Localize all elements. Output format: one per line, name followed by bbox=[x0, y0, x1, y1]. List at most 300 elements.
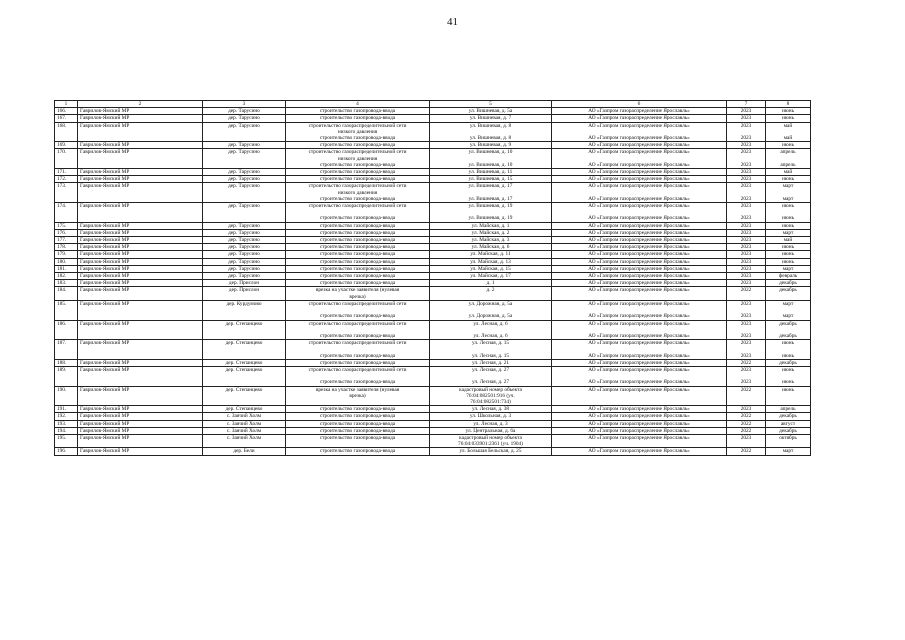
address-cell-line: ул. Вишневая, д. 15 bbox=[468, 176, 513, 183]
address-cell-line: кадастровый номер объекта bbox=[459, 434, 522, 441]
organization-cell bbox=[552, 115, 727, 122]
year-cell-line: 2023 bbox=[740, 169, 752, 176]
year-cell bbox=[727, 265, 766, 272]
work-type-cell-line: строительство газопровода-ввода bbox=[319, 265, 396, 272]
district-cell: Гаврилов-Ямский МР bbox=[78, 169, 203, 176]
work-type-cell-line: низкого давления bbox=[337, 155, 378, 162]
month-cell bbox=[766, 406, 811, 413]
district-cell: Гаврилов-Ямский МР bbox=[78, 108, 203, 115]
year-cell-line: 2023 bbox=[740, 176, 752, 183]
work-type-cell-line: строительство газопровода-ввода bbox=[319, 115, 396, 122]
organization-cell-line: АО «Газпром газораспределение Ярославль» bbox=[588, 244, 690, 251]
work-type-cell-line: строительство газопровода-ввода bbox=[319, 273, 396, 280]
organization-cell-line: АО «Газпром газораспределение Ярославль» bbox=[588, 183, 690, 190]
month-cell bbox=[766, 427, 811, 434]
address-cell-line: ул. Школьная, д. 3 bbox=[469, 413, 512, 420]
row-number: 166. bbox=[55, 108, 78, 115]
month-cell bbox=[766, 265, 811, 272]
organization-cell bbox=[552, 420, 727, 427]
table-row bbox=[55, 115, 811, 122]
month-cell bbox=[766, 386, 811, 406]
table-row bbox=[55, 149, 811, 169]
work-type-cell bbox=[286, 273, 430, 280]
year-cell bbox=[727, 273, 766, 280]
year-cell-line: 2023 bbox=[740, 258, 752, 265]
year-cell-line: 2022 bbox=[740, 359, 752, 366]
organization-cell-line: АО «Газпром газораспределение Ярославль» bbox=[588, 352, 690, 359]
month-cell-line: август bbox=[780, 420, 796, 427]
month-cell bbox=[766, 142, 811, 149]
organization-cell-line: АО «Газпром газораспределение Ярославль» bbox=[588, 379, 690, 386]
work-type-cell bbox=[286, 258, 430, 265]
organization-cell-line: АО «Газпром газораспределение Ярославль» bbox=[588, 448, 690, 455]
year-cell bbox=[727, 386, 766, 406]
gas-works-table bbox=[54, 100, 811, 456]
row-number: 184. bbox=[55, 287, 78, 300]
year-cell bbox=[727, 258, 766, 265]
year-cell bbox=[727, 366, 766, 386]
address-cell-line: ул. Майская, д. 17 bbox=[470, 273, 511, 280]
address-cell-line: ул. Майская, д. 13 bbox=[470, 258, 511, 265]
year-cell-line: 2023 bbox=[740, 215, 752, 222]
organization-cell-line: АО «Газпром газораспределение Ярославль» bbox=[588, 340, 690, 347]
year-cell-line: 2022 bbox=[740, 287, 752, 294]
year-cell-line: 2023 bbox=[740, 142, 752, 149]
work-type-cell-line: врезка) bbox=[349, 293, 366, 300]
address-cell-line: ул. Вишневая, д. 17 bbox=[468, 195, 513, 202]
locality-cell: дер. Тарусино bbox=[203, 229, 286, 236]
month-cell-line: июнь bbox=[781, 251, 795, 258]
month-cell bbox=[766, 115, 811, 122]
district-cell: Гаврилов-Ямский МР bbox=[78, 229, 203, 236]
year-cell bbox=[727, 340, 766, 360]
row-number: 168. bbox=[55, 122, 78, 142]
row-number: 167. bbox=[55, 115, 78, 122]
district-cell: Гаврилов-Ямский МР bbox=[78, 448, 203, 455]
address-cell-line: ул. Лесная, д. 15 bbox=[471, 352, 509, 359]
work-type-cell-line: строительство газораспределительной сети bbox=[308, 320, 407, 327]
month-cell-line: июнь bbox=[781, 108, 795, 115]
table-row bbox=[55, 340, 811, 360]
month-cell-line: март bbox=[782, 448, 794, 455]
table-row bbox=[55, 244, 811, 251]
work-type-cell-line: строительство газопровода-ввода bbox=[319, 222, 396, 229]
organization-cell-line: АО «Газпром газораспределение Ярославль» bbox=[588, 265, 690, 272]
locality-cell: с. Заячий Холм bbox=[203, 427, 286, 434]
work-type-cell-line: строительство газопровода-ввода bbox=[319, 142, 396, 149]
organization-cell bbox=[552, 108, 727, 115]
year-cell bbox=[727, 287, 766, 300]
locality-cell: дер. Тарусино bbox=[203, 203, 286, 223]
row-number: 170. bbox=[55, 149, 78, 169]
locality-cell: с. Заячий Холм bbox=[203, 420, 286, 427]
locality-cell: дер. Степанцево bbox=[203, 366, 286, 386]
organization-cell-line: АО «Газпром газораспределение Ярославль» bbox=[588, 258, 690, 265]
organization-cell-line: АО «Газпром газораспределение Ярославль» bbox=[588, 229, 690, 236]
locality-cell: дер. Тарусино bbox=[203, 149, 286, 169]
month-cell bbox=[766, 222, 811, 229]
locality-cell: дер. Степанцево bbox=[203, 406, 286, 413]
work-type-cell bbox=[286, 427, 430, 434]
table-row bbox=[55, 176, 811, 183]
table-row bbox=[55, 287, 811, 300]
address-cell bbox=[430, 183, 552, 203]
year-cell bbox=[727, 122, 766, 142]
month-cell-line: июнь bbox=[781, 142, 795, 149]
district-cell: Гаврилов-Ямский МР bbox=[78, 222, 203, 229]
work-type-cell-line: строительство газопровода-ввода bbox=[319, 448, 396, 455]
year-cell bbox=[727, 149, 766, 169]
work-type-cell-line: строительство газопровода-ввода bbox=[319, 379, 396, 386]
address-cell bbox=[430, 386, 552, 406]
district-cell: Гаврилов-Ямский МР bbox=[78, 176, 203, 183]
month-cell-line: декабрь bbox=[779, 427, 797, 434]
work-type-cell-line: строительство газораспределительной сети bbox=[308, 300, 407, 307]
page-number: 41 bbox=[447, 16, 458, 28]
year-cell-line: 2023 bbox=[740, 203, 752, 210]
row-number: 183. bbox=[55, 280, 78, 287]
work-type-cell-line: строительство газопровода-ввода bbox=[319, 406, 396, 413]
organization-cell bbox=[552, 169, 727, 176]
locality-cell: с. Заячий Холм bbox=[203, 413, 286, 420]
address-cell bbox=[430, 406, 552, 413]
row-number: 176. bbox=[55, 229, 78, 236]
year-cell bbox=[727, 420, 766, 427]
work-type-cell-line: строительство газопровода-ввода bbox=[319, 169, 396, 176]
column-number: 4 bbox=[286, 101, 430, 108]
month-cell-line: март bbox=[782, 313, 794, 320]
month-cell-line: апрель bbox=[780, 161, 796, 168]
locality-cell: дер. Прислон bbox=[203, 287, 286, 300]
address-cell-line: ул. Вишневая, д. 19 bbox=[468, 203, 513, 210]
locality-cell: с. Заячий Холм bbox=[203, 434, 286, 447]
work-type-cell bbox=[286, 366, 430, 386]
year-cell-line: 2023 bbox=[740, 280, 752, 287]
year-cell-line: 2023 bbox=[740, 195, 752, 202]
district-cell: Гаврилов-Ямский МР bbox=[78, 265, 203, 272]
year-cell-line: 2023 bbox=[740, 108, 752, 115]
month-cell bbox=[766, 340, 811, 360]
year-cell bbox=[727, 251, 766, 258]
district-cell: Гаврилов-Ямский МР bbox=[78, 320, 203, 340]
address-cell-line: кадастровый номер объекта bbox=[459, 386, 522, 393]
month-cell-line: июнь bbox=[781, 115, 795, 122]
work-type-cell bbox=[286, 203, 430, 223]
month-cell-line: декабрь bbox=[779, 287, 797, 294]
locality-cell: дер. Прислон bbox=[203, 280, 286, 287]
address-cell-line: ул. Майская, д. 1 bbox=[471, 222, 510, 229]
year-cell bbox=[727, 413, 766, 420]
year-cell-line: 2023 bbox=[740, 265, 752, 272]
address-cell-line: ул. Большая Бельская, д. 25 bbox=[459, 448, 522, 455]
address-cell-line: ул. Дорожная, д. 5а bbox=[468, 300, 513, 307]
organization-cell bbox=[552, 448, 727, 455]
district-cell: Гаврилов-Ямский МР bbox=[78, 237, 203, 244]
district-cell: Гаврилов-Ямский МР bbox=[78, 142, 203, 149]
month-cell-line: май bbox=[783, 237, 793, 244]
organization-cell-line: АО «Газпром газораспределение Ярославль» bbox=[588, 122, 690, 129]
year-cell bbox=[727, 448, 766, 455]
organization-cell-line: АО «Газпром газораспределение Ярославль» bbox=[588, 149, 690, 156]
work-type-cell bbox=[286, 237, 430, 244]
organization-cell bbox=[552, 183, 727, 203]
month-cell bbox=[766, 320, 811, 340]
month-cell bbox=[766, 273, 811, 280]
row-number: 182. bbox=[55, 273, 78, 280]
table-row bbox=[55, 420, 811, 427]
address-cell-line: 76:04:082501:916 (уч. bbox=[466, 392, 515, 399]
organization-cell-line: АО «Газпром газораспределение Ярославль» bbox=[588, 434, 690, 441]
row-number: 174. bbox=[55, 203, 78, 223]
month-cell-line: апрель bbox=[780, 406, 796, 413]
column-number-row bbox=[55, 101, 811, 108]
column-number: 2 bbox=[78, 101, 203, 108]
table-row bbox=[55, 448, 811, 455]
address-cell bbox=[430, 265, 552, 272]
month-cell bbox=[766, 251, 811, 258]
organization-cell bbox=[552, 265, 727, 272]
organization-cell-line: АО «Газпром газораспределение Ярославль» bbox=[588, 142, 690, 149]
month-cell bbox=[766, 122, 811, 142]
locality-cell: дер. Бели bbox=[203, 448, 286, 455]
month-cell-line: июнь bbox=[781, 352, 795, 359]
month-cell-line: март bbox=[782, 300, 794, 307]
address-cell bbox=[430, 434, 552, 447]
month-cell-line: июнь bbox=[781, 244, 795, 251]
month-cell bbox=[766, 359, 811, 366]
organization-cell-line: АО «Газпром газораспределение Ярославль» bbox=[588, 366, 690, 373]
address-cell-line: ул. Вишневая, д. 10 bbox=[468, 161, 513, 168]
locality-cell: дер. Тарусино bbox=[203, 258, 286, 265]
row-number: 195. bbox=[55, 434, 78, 447]
locality-cell: дер. Тарусино bbox=[203, 222, 286, 229]
locality-cell: дер. Тарусино bbox=[203, 265, 286, 272]
year-cell-line: 2023 bbox=[740, 340, 752, 347]
work-type-cell bbox=[286, 108, 430, 115]
month-cell-line: май bbox=[783, 122, 793, 129]
locality-cell: дер. Тарусино bbox=[203, 169, 286, 176]
organization-cell bbox=[552, 280, 727, 287]
address-cell bbox=[430, 366, 552, 386]
address-cell bbox=[430, 251, 552, 258]
month-cell-line: май bbox=[783, 135, 793, 142]
organization-cell bbox=[552, 287, 727, 300]
month-cell bbox=[766, 203, 811, 223]
work-type-cell bbox=[286, 434, 430, 447]
year-cell-line: 2023 bbox=[740, 300, 752, 307]
organization-cell-line: АО «Газпром газораспределение Ярославль» bbox=[588, 320, 690, 327]
table-row bbox=[55, 258, 811, 265]
month-cell-line: март bbox=[782, 229, 794, 236]
organization-cell bbox=[552, 222, 727, 229]
month-cell bbox=[766, 244, 811, 251]
table-row bbox=[55, 169, 811, 176]
month-cell-line: март bbox=[782, 183, 794, 190]
address-cell bbox=[430, 413, 552, 420]
address-cell bbox=[430, 169, 552, 176]
month-cell bbox=[766, 413, 811, 420]
organization-cell bbox=[552, 366, 727, 386]
table-row bbox=[55, 273, 811, 280]
year-cell bbox=[727, 237, 766, 244]
month-cell-line: апрель bbox=[780, 149, 796, 156]
year-cell-line: 2023 bbox=[740, 251, 752, 258]
address-cell bbox=[430, 229, 552, 236]
year-cell-line: 2022 bbox=[740, 448, 752, 455]
organization-cell-line: АО «Газпром газораспределение Ярославль» bbox=[588, 332, 690, 339]
month-cell bbox=[766, 434, 811, 447]
year-cell-line: 2023 bbox=[740, 313, 752, 320]
month-cell bbox=[766, 237, 811, 244]
district-cell: Гаврилов-Ямский МР bbox=[78, 434, 203, 447]
address-cell bbox=[430, 237, 552, 244]
row-number: 188. bbox=[55, 359, 78, 366]
locality-cell: дер. Тарусино bbox=[203, 251, 286, 258]
organization-cell bbox=[552, 340, 727, 360]
organization-cell bbox=[552, 427, 727, 434]
locality-cell: дер. Тарусино bbox=[203, 273, 286, 280]
address-cell-line: ул. Центральная, д. 6а bbox=[465, 427, 516, 434]
work-type-cell-line: врезка) bbox=[349, 392, 366, 399]
row-number: 171. bbox=[55, 169, 78, 176]
month-cell-line: июнь bbox=[781, 222, 795, 229]
locality-cell: дер. Тарусино bbox=[203, 142, 286, 149]
locality-cell: дер. Тарусино bbox=[203, 183, 286, 203]
month-cell-line: июнь bbox=[781, 386, 795, 393]
organization-cell-line: АО «Газпром газораспределение Ярославль» bbox=[588, 135, 690, 142]
year-cell bbox=[727, 115, 766, 122]
district-cell: Гаврилов-Ямский МР bbox=[78, 115, 203, 122]
organization-cell bbox=[552, 176, 727, 183]
row-number: 185. bbox=[55, 300, 78, 320]
organization-cell-line: АО «Газпром газораспределение Ярославль» bbox=[588, 195, 690, 202]
work-type-cell-line: строительство газопровода-ввода bbox=[319, 280, 396, 287]
address-cell-line: ул. Вишневая, д. 9 bbox=[469, 142, 512, 149]
organization-cell bbox=[552, 203, 727, 223]
locality-cell: дер. Степанцево bbox=[203, 320, 286, 340]
year-cell-line: 2022 bbox=[740, 420, 752, 427]
locality-cell: дер. Тарусино bbox=[203, 176, 286, 183]
organization-cell bbox=[552, 122, 727, 142]
address-cell-line: ул. Майская, д. 11 bbox=[470, 251, 511, 258]
district-cell: Гаврилов-Ямский МР bbox=[78, 273, 203, 280]
row-number: 194. bbox=[55, 427, 78, 434]
address-cell bbox=[430, 244, 552, 251]
organization-cell bbox=[552, 386, 727, 406]
table-row bbox=[55, 406, 811, 413]
district-cell: Гаврилов-Ямский МР bbox=[78, 427, 203, 434]
work-type-cell bbox=[286, 359, 430, 366]
year-cell-line: 2023 bbox=[740, 320, 752, 327]
table-row bbox=[55, 229, 811, 236]
address-cell-line: 76:04:033901:2361 (уч. 1904) bbox=[458, 441, 523, 448]
locality-cell: дер. Тарусино bbox=[203, 244, 286, 251]
year-cell-line: 2023 bbox=[740, 244, 752, 251]
month-cell-line: июнь bbox=[781, 379, 795, 386]
organization-cell bbox=[552, 359, 727, 366]
organization-cell-line: АО «Газпром газораспределение Ярославль» bbox=[588, 406, 690, 413]
year-cell-line: 2023 bbox=[740, 135, 752, 142]
year-cell bbox=[727, 434, 766, 447]
address-cell-line: ул. Вишневая, д. 11 bbox=[468, 169, 513, 176]
work-type-cell-line: строительство газопровода-ввода bbox=[319, 332, 396, 339]
year-cell bbox=[727, 244, 766, 251]
organization-cell-line: АО «Газпром газораспределение Ярославль» bbox=[588, 273, 690, 280]
work-type-cell-line: строительство газопровода-ввода bbox=[319, 108, 396, 115]
organization-cell-line: АО «Газпром газораспределение Ярославль» bbox=[588, 313, 690, 320]
work-type-cell-line: строительство газопровода-ввода bbox=[319, 313, 396, 320]
year-cell bbox=[727, 359, 766, 366]
organization-cell-line: АО «Газпром газораспределение Ярославль» bbox=[588, 161, 690, 168]
address-cell-line: ул. Майская, д. 6 bbox=[471, 244, 510, 251]
month-cell-line: май bbox=[783, 169, 793, 176]
organization-cell-line: АО «Газпром газораспределение Ярославль» bbox=[588, 215, 690, 222]
locality-cell: дер. Тарусино bbox=[203, 108, 286, 115]
work-type-cell-line: низкого давления bbox=[337, 189, 378, 196]
work-type-cell-line: врезка на участке заявителя (нулевая bbox=[315, 287, 400, 294]
year-cell-line: 2023 bbox=[740, 149, 752, 156]
table-row bbox=[55, 320, 811, 340]
work-type-cell bbox=[286, 222, 430, 229]
work-type-cell bbox=[286, 251, 430, 258]
year-cell bbox=[727, 108, 766, 115]
district-cell: Гаврилов-Ямский МР bbox=[78, 413, 203, 420]
year-cell bbox=[727, 280, 766, 287]
work-type-cell bbox=[286, 142, 430, 149]
year-cell-line: 2023 bbox=[740, 366, 752, 373]
month-cell-line: декабрь bbox=[779, 413, 797, 420]
work-type-cell-line: строительство газопровода-ввода bbox=[319, 427, 396, 434]
column-number: 7 bbox=[727, 101, 766, 108]
month-cell-line: октябрь bbox=[779, 434, 797, 441]
organization-cell bbox=[552, 244, 727, 251]
month-cell-line: декабрь bbox=[779, 332, 797, 339]
table-row bbox=[55, 183, 811, 203]
district-cell: Гаврилов-Ямский МР bbox=[78, 366, 203, 386]
table-row bbox=[55, 265, 811, 272]
row-number: 173. bbox=[55, 183, 78, 203]
organization-cell-line: АО «Газпром газораспределение Ярославль» bbox=[588, 237, 690, 244]
table-row bbox=[55, 427, 811, 434]
organization-cell-line: АО «Газпром газораспределение Ярославль» bbox=[588, 115, 690, 122]
address-cell bbox=[430, 300, 552, 320]
month-cell bbox=[766, 287, 811, 300]
organization-cell-line: АО «Газпром газораспределение Ярославль» bbox=[588, 427, 690, 434]
address-cell bbox=[430, 142, 552, 149]
year-cell-line: 2023 bbox=[740, 273, 752, 280]
year-cell-line: 2023 bbox=[740, 183, 752, 190]
district-cell: Гаврилов-Ямский МР bbox=[78, 386, 203, 406]
row-number: 190. bbox=[55, 386, 78, 406]
month-cell bbox=[766, 169, 811, 176]
locality-cell: дер. Степанцево bbox=[203, 359, 286, 366]
organization-cell bbox=[552, 406, 727, 413]
year-cell bbox=[727, 183, 766, 203]
row-number: 169. bbox=[55, 142, 78, 149]
year-cell bbox=[727, 320, 766, 340]
address-cell bbox=[430, 149, 552, 169]
address-cell-line: ул. Лесная, д. 6 bbox=[473, 320, 508, 327]
month-cell bbox=[766, 176, 811, 183]
work-type-cell bbox=[286, 265, 430, 272]
address-cell bbox=[430, 287, 552, 300]
organization-cell-line: АО «Газпром газораспределение Ярославль» bbox=[588, 108, 690, 115]
work-type-cell-line: строительство газораспределительной сети bbox=[308, 149, 407, 156]
work-type-cell-line: строительство газораспределительной сети bbox=[308, 183, 407, 190]
year-cell bbox=[727, 176, 766, 183]
work-type-cell-line: строительство газопровода-ввода bbox=[319, 251, 396, 258]
work-type-cell bbox=[286, 406, 430, 413]
